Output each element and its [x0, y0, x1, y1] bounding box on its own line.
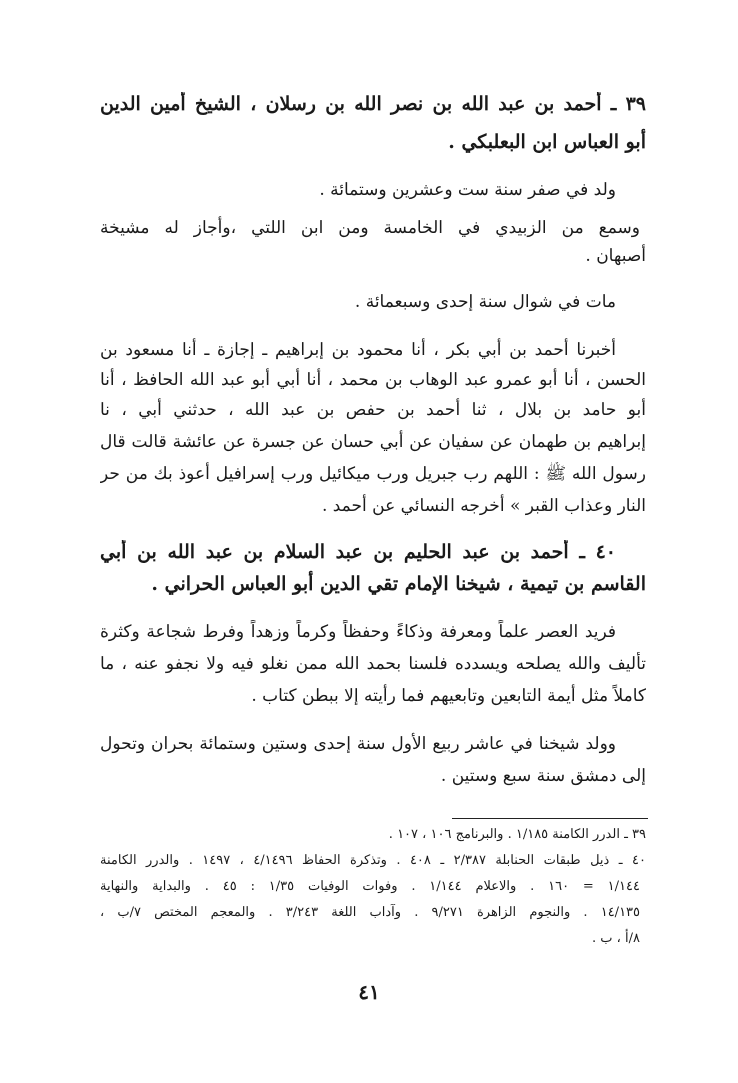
page-number: ٤١	[358, 980, 380, 1004]
entry-39-isnad-line-5: رسول الله ﷺ : اللهم رب جبريل ورب ميكائيل ورب إسرافيل أعوذ بك من حر	[100, 464, 646, 484]
footnote-separator	[452, 818, 648, 819]
footnote-40-line-1: ٤٠ ـ ذيل طبقات الحنابلة ٢/٣٨٧ ـ ٤٠٨ . وتذكرة الحفاظ ٤/١٤٩٦ ، ١٤٩٧ . والدرر الكامنة	[100, 853, 646, 868]
footnote-40-line-2: ١/١٤٤ = ١٦٠ . والاعلام ١/١٤٤ . وفوات الوفيات ١/٣٥ : ٤٥ . والبداية والنهاية	[100, 879, 640, 894]
footnote-39: ٣٩ ـ الدرر الكامنة ١/١٨٥ . والبرنامج ١٠٦ ، ١٠٧ .	[388, 827, 646, 842]
entry-39-heading-line-2: أبو العباس ابن البعلبكي .	[448, 131, 646, 153]
entry-40-praise-line-2: تأليف والله يصلحه ويسدده فلسنا بحمد الله ممن نغلو فيه ولا نجفو عنه ، ما	[100, 654, 646, 674]
entry-40-heading-line-2: القاسم بن تيمية ، شيخنا الإمام تقي الدين أبو العباس الحراني .	[151, 573, 646, 595]
entry-40-birth-line-1: وولد شيخنا في عاشر ربيع الأول سنة إحدى وستين وستمائة بحران وتحول	[100, 734, 616, 754]
entry-39-isnad-line-4: إبراهيم بن طهمان عن سفيان عن أبي حسان عن جسرة عن عائشة قالت قال	[100, 432, 646, 452]
entry-39-isnad-line-6: النار وعذاب القبر » أخرجه النسائي عن أحمد .	[321, 496, 646, 516]
entry-40-praise-line-3: كاملاً مثل أيمة التابعين وتابعيهم فما رأيته إلا ببطن كتاب .	[251, 686, 646, 706]
entry-39-heading-line-1: ٣٩ ـ أحمد بن عبد الله بن نصر الله بن رسلان ، الشيخ أمين الدين	[100, 93, 646, 115]
entry-40-heading-line-1: ٤٠ ـ أحمد بن عبد الحليم بن عبد السلام بن عبد الله بن أبي	[100, 541, 616, 563]
footnote-40-line-3: ١٤/١٣٥ . والنجوم الزاهرة ٩/٢٧١ . وآداب اللغة ٣/٢٤٣ . والمعجم المختص ٧/ب ،	[100, 905, 640, 920]
entry-39-death: مات في شوال سنة إحدى وسبعمائة .	[354, 292, 616, 312]
entry-39-heard-line-1: وسمع من الزبيدي في الخامسة ومن ابن اللتي ،وأجاز له مشيخة	[100, 218, 640, 238]
entry-39-isnad-line-1: أخبرنا أحمد بن أبي بكر ، أنا محمود بن إبراهيم ـ إجازة ـ أنا مسعود بن	[100, 340, 616, 360]
entry-39-heard-line-2: أصبهان .	[585, 246, 646, 266]
entry-40-birth-line-2: إلى دمشق سنة سبع وستين .	[440, 766, 646, 786]
entry-40-praise-line-1: فريد العصر علماً ومعرفة وذكاءً وحفظاً وكرماً وزهداً وفرط شجاعة وكثرة	[100, 622, 616, 642]
entry-39-isnad-line-3: أبو حامد بن بلال ، ثنا أحمد بن حفص بن عبد الله ، حدثني أبي ، نا	[100, 400, 646, 420]
entry-39-isnad-line-2: الحسن ، أنا أبو عمرو عبد الوهاب بن محمد ، أنا أبي أبو عبد الله الحافظ ، أنا	[100, 370, 646, 390]
entry-39-birth: ولد في صفر سنة ست وعشرين وستمائة .	[319, 180, 616, 200]
footnote-40-line-4: ٨/أ ، ب .	[592, 931, 640, 946]
